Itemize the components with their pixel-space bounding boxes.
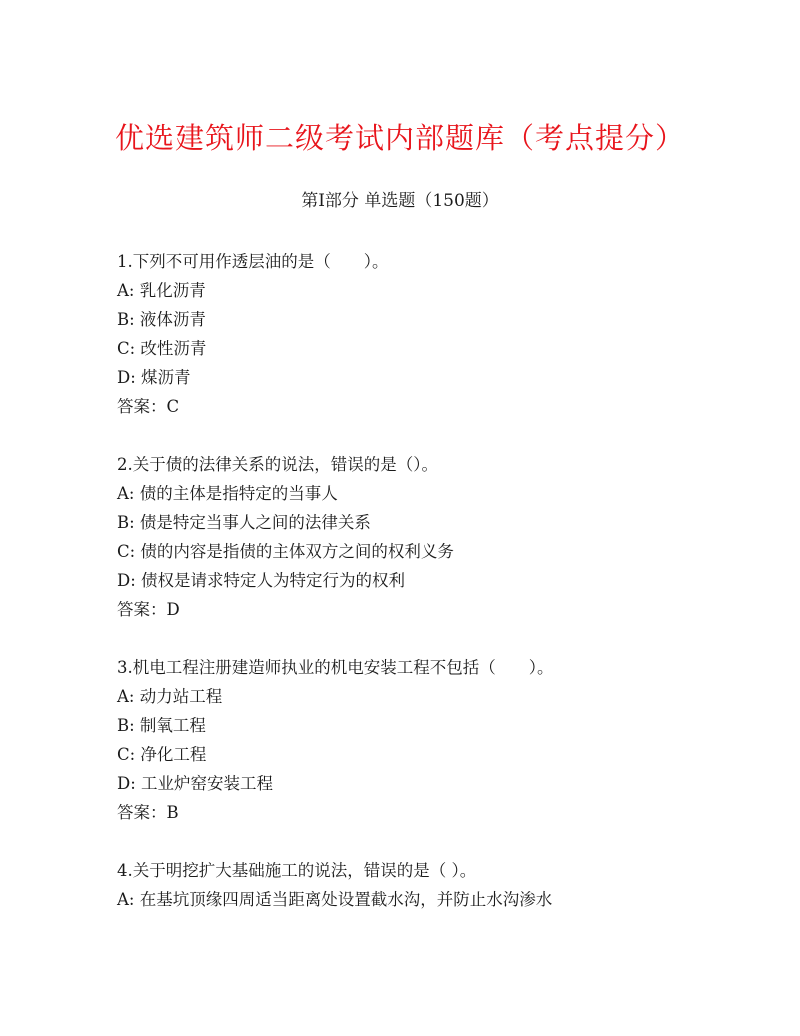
option-c: C: 净化工程 [117,745,207,764]
question-stem: 1.下列不可用作透层油的是（ ）。 [117,252,389,271]
option-a: A: 乳化沥青 [117,281,206,300]
question-item [117,653,757,827]
question-item [117,450,757,624]
option-a: A: 动力站工程 [117,687,223,706]
question-item [117,247,757,421]
question-stem: 2.关于债的法律关系的说法，错误的是（）。 [117,455,438,474]
document-title: 优选建筑师二级考试内部题库（考点提分） [114,121,685,155]
option-d: D: 债权是请求特定人为特定行为的权利 [117,571,406,590]
option-a: A: 在基坑顶缘四周适当距离处设置截水沟，并防止水沟渗水 [117,890,553,909]
answer-line: 答案：C [117,397,180,416]
question-stem: 3.机电工程注册建造师执业的机电安装工程不包括（ ）。 [117,658,554,677]
question-list [117,247,757,943]
option-d: D: 煤沥青 [117,368,191,387]
option-c: C: 改性沥青 [117,339,207,358]
option-b: B: 制氧工程 [117,716,206,735]
section-heading: 第Ⅰ部分 单选题（150题） [301,191,499,211]
option-c: C: 债的内容是指债的主体双方之间的权利义务 [117,542,454,561]
answer-line: 答案：D [117,600,180,619]
answer-line: 答案：B [117,803,179,822]
question-item [117,856,757,914]
option-a: A: 债的主体是指特定的当事人 [117,484,338,503]
option-b: B: 液体沥青 [117,310,206,329]
option-d: D: 工业炉窑安装工程 [117,774,274,793]
question-stem: 4.关于明挖扩大基础施工的说法，错误的是（ ）。 [117,861,477,880]
option-b: B: 债是特定当事人之间的法律关系 [117,513,371,532]
